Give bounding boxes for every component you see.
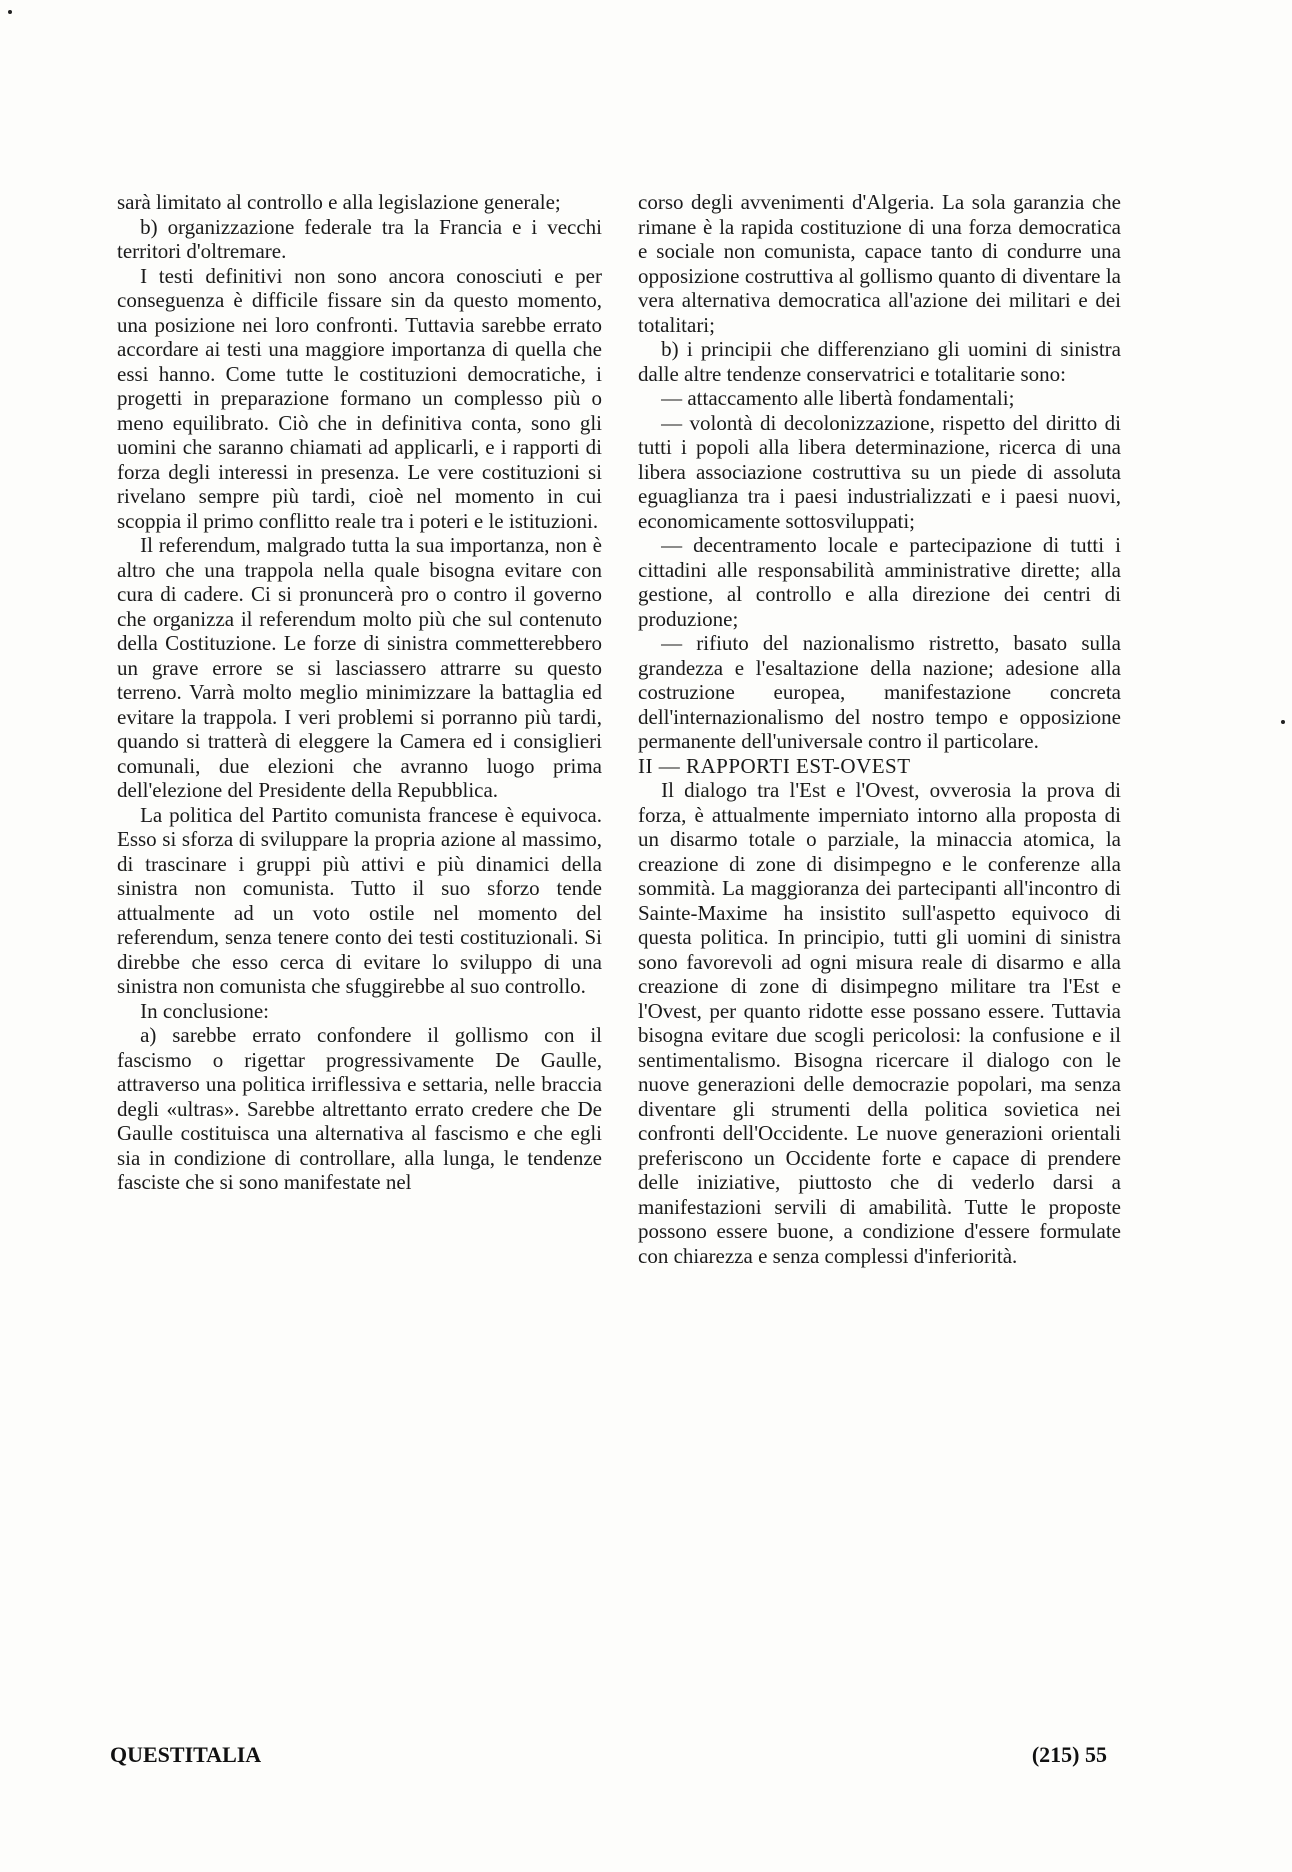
paragraph: b) i principii che differenziano gli uomini di sinistra dalle altre tendenze conservatrici e totalitarie sono:: [638, 337, 1121, 386]
paragraph: — decentramento locale e partecipazione di tutti i cittadini alle responsabilità amministrative dirette; alla gestione, al controllo e alla direzione dei centri di produzione;: [638, 533, 1121, 631]
right-text-column: [638, 190, 1121, 1268]
paragraph: corso degli avvenimenti d'Algeria. La sola garanzia che rimane è la rapida costituzione di una forza democratica e sociale non comunista, capace tanto di condurre una opposizione costruttiva al gollismo quanto di diventare la vera alternativa democratica all'azione dei militari e dei totalitari;: [638, 190, 1121, 337]
speck-mark: [1281, 720, 1285, 724]
footer-page-number: (215) 55: [1031, 1742, 1107, 1767]
paragraph: — volontà di decolonizzazione, rispetto del diritto di tutti i popoli alla libera determinazione, ricerca di una libera associazione costruttiva su un piede di assoluta eguaglianza tra i paesi industrializzati e i paesi nuovi, economicamente sottosviluppati;: [638, 410, 1121, 533]
section-heading: II — RAPPORTI EST-OVEST: [638, 753, 911, 778]
speck-mark: [8, 10, 12, 14]
footer-journal-title: QUESTITALIA: [110, 1742, 262, 1767]
paragraph: a) sarebbe errato confondere il gollismo con il fascismo o rigettar progressivamente De Gaulle, attraverso una politica irriflessiva e settaria, nelle braccia degli «ultras». Sarebbe altrettanto errato credere che De Gaulle costituisca una alternativa al fascismo e che egli sia in condizione di controllare, alla lunga, le tendenze fasciste che si sono manifestate nel: [117, 1023, 602, 1194]
paragraph: sarà limitato al controllo e alla legislazione generale;: [117, 190, 561, 214]
paragraph: Il dialogo tra l'Est e l'Ovest, ovverosia la prova di forza, è attualmente imperniato intorno alla proposta di un disarmo totale o parziale, la minaccia atomica, la creazione di zone di disimpegno e le conferenze alla sommità. La maggioranza dei partecipanti all'incontro di Sainte-Maxime ha insistito sull'aspetto equivoco di questa politica. In principio, tutti gli uomini di sinistra sono favorevoli ad ogni misura reale di disarmo e alla creazione di zone di disimpegno militare tra l'Est e l'Ovest, per quanto ridotte esse possano essere. Tuttavia bisogna evitare due scogli pericolosi: la confusione e il sentimentalismo. Bisogna ricercare il dialogo con le nuove generazioni delle democrazie popolari, ma senza diventare gli strumenti della politica sovietica nei confronti dell'Occidente. Le nuove generazioni orientali preferiscono un Occidente forte e capace di prendere delle iniziative, piuttosto che di vederlo darsi a manifestazioni servili di amabilità. Tutte le proposte possono essere buone, a condizione d'essere formulate con chiarezza e senza complessi d'inferiorità.: [638, 778, 1121, 1268]
left-text-column: [117, 190, 602, 1195]
paragraph: Il referendum, malgrado tutta la sua importanza, non è altro che una trappola nella quale bisogna evitare con cura di cadere. Ci si pronuncerà pro o contro il governo che organizza il referendum molto più che sul contenuto della Costituzione. Le forze di sinistra commetterebbero un grave errore se si lasciassero attrarre su questo terreno. Varrà molto meglio minimizzare la battaglia ed evitare la trappola. I veri problemi si porranno più tardi, quando si tratterà di eleggere la Camera ed i consiglieri comunali, due elezioni che avranno luogo prima dell'elezione del Presidente della Repubblica.: [117, 533, 602, 802]
paragraph: In conclusione:: [140, 998, 269, 1023]
paragraph: I testi definitivi non sono ancora conosciuti e per conseguenza è difficile fissare sin da questo momento, una posizione nei loro confronti. Tuttavia sarebbe errato accordare ai testi una maggiore importanza di quella che essi hanno. Come tutte le costituzioni democratiche, i progetti in preparazione formano un complesso più o meno equilibrato. Ciò che in definitiva conta, sono gli uomini che saranno chiamati ad applicarli, e i rapporti di forza degli interessi in presenza. Le vere costituzioni si rivelano sempre più tardi, cioè nel momento in cui scoppia il primo conflitto reale tra i poteri e le istituzioni.: [117, 263, 602, 533]
paragraph: La politica del Partito comunista francese è equivoca. Esso si sforza di sviluppare la propria azione al massimo, di trascinare i gruppi più attivi e più dinamici della sinistra non comunista. Tutto il suo sforzo tende attualmente ad un voto ostile nel momento del referendum, senza tenere conto dei testi costituzionali. Si direbbe che esso cerca di evitare lo sviluppo di una sinistra non comunista che sfuggirebbe al suo controllo.: [117, 802, 602, 998]
paragraph: — rifiuto del nazionalismo ristretto, basato sulla grandezza e l'esaltazione della nazione; adesione alla costruzione europea, manifestazione concreta dell'internazionalismo del nostro tempo e opposizione permanente dell'universale contro il particolare.: [638, 631, 1121, 753]
paragraph: b) organizzazione federale tra la Francia e i vecchi territori d'oltremare.: [117, 214, 602, 263]
paragraph: — attaccamento alle libertà fondamentali;: [661, 386, 1015, 410]
